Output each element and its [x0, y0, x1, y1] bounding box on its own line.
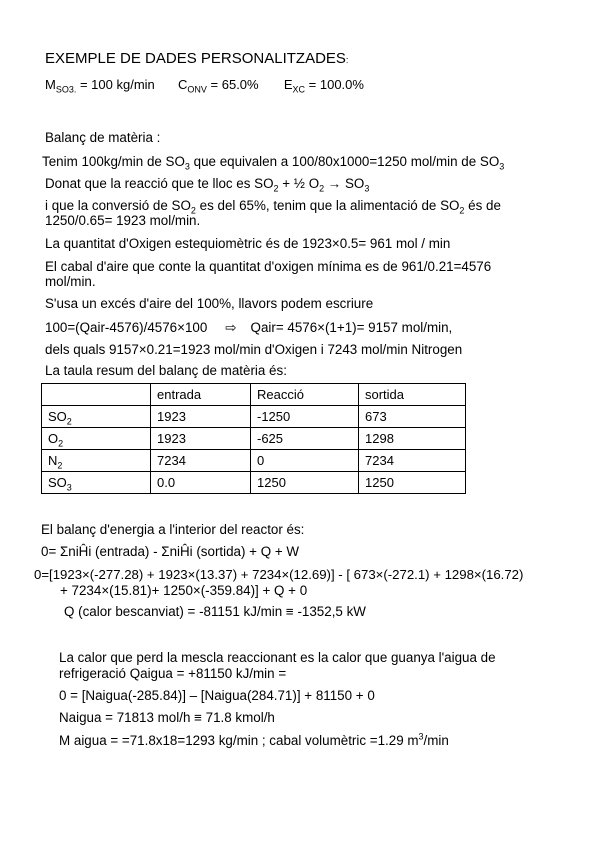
sortida-cell: 1250: [359, 472, 466, 494]
material-line-9: 100=(Qair-4576)/4576×100 ⇨ Qair= 4576×(1+1)= 9157 mol/min,: [45, 320, 453, 335]
energy-line-4: Q (calor bescanviat) = -81151 kJ/min ≡ -1352,5 kW: [64, 604, 366, 619]
table-row: [42, 428, 466, 450]
material-heading: Balanç de matèria :: [45, 130, 161, 145]
species-cell: $N_2$: [42, 450, 151, 472]
species-cell: $SO_2$: [42, 406, 151, 428]
energy-line-1: 0= ΣniĤi (entrada) - ΣniĤi (sortida) + Q + W: [41, 544, 300, 559]
material-line-10: dels quals 9157×0.21=1923 mol/min d'Oxigen i 7243 mol/min Nitrogen: [45, 342, 463, 357]
entrada-cell: 1923: [151, 428, 251, 450]
balance-table: [41, 383, 466, 494]
sortida-cell: 1298: [359, 428, 466, 450]
sortida-cell: 673: [359, 406, 466, 428]
reaccio-cell: -1250: [251, 406, 359, 428]
page-title: EXEMPLE DE DADES PERSONALITZADES:: [45, 50, 349, 67]
material-line-5: La quantitat d'Oxigen estequiomètric és de 1923×0.5= 961 mol / min: [45, 236, 451, 251]
entrada-cell: 7234: [151, 450, 251, 472]
material-line-6: El cabal d'aire que conte la quantitat d'oxigen mínima es de 961/0.21=4576: [45, 259, 492, 274]
table-header-row: [42, 384, 466, 406]
reaccio-cell: 0: [251, 450, 359, 472]
material-line-8: S'usa un excés d'aire del 100%, llavors podem escriure: [45, 296, 374, 311]
arrow-right-icon: →: [324, 176, 345, 191]
material-line-4: 1250/0.65= 1923 mol/min.: [45, 213, 201, 228]
table-header-cell: Reacció: [251, 384, 359, 406]
reaccio-cell: 1250: [251, 472, 359, 494]
cooling-line-3: 0 = [Naigua(-285.84)] – [Naigua(284.71)] + 81150 + 0: [59, 688, 375, 703]
params-line: $M_{SO3.} = 100$ kg/min $C_{ONV} = 65.0\%$ $E_{XC} = 100.0\%$: [45, 77, 364, 95]
material-line-2: Donat que la reacció que te lloc es $SO_2$ + ½ $O_2 \to SO_3$: [45, 176, 370, 194]
entrada-cell: 1923: [151, 406, 251, 428]
energy-line-3: + 7234×(15.81)+ 1250×(-359.84)] + Q + 0: [60, 583, 308, 598]
table-caption: La taula resum del balanç de matèria és:: [45, 363, 287, 378]
table-row: [42, 472, 466, 494]
energy-heading: El balanç d'energia a l'interior del reactor és:: [41, 522, 305, 537]
species-cell: $O_2$: [42, 428, 151, 450]
table-header-cell: sortida: [359, 384, 466, 406]
table-header-cell: [42, 384, 151, 406]
cooling-line-5: M aigua = =71.8x18=1293 kg/min ; cabal volumètric =1.29 $m^3/\min$: [59, 731, 449, 748]
hollow-arrow-right-icon: ⇨: [225, 320, 237, 335]
sortida-cell: 7234: [359, 450, 466, 472]
material-line-1: Tenim 100kg/min de $SO_3$ que equivalen a 100/80x1000=1250 mol/min de $SO_3$: [42, 154, 505, 172]
material-line-7: mol/min.: [45, 274, 96, 289]
reaccio-cell: -625: [251, 428, 359, 450]
entrada-cell: 0.0: [151, 472, 251, 494]
material-line-3: i que la conversió de $SO_2$ es del 65%, tenim que la alimentació de $SO_2$ és de: [45, 198, 501, 216]
energy-line-2: 0=[1923×(-277.28) + 1923×(13.37) + 7234×(12.69)] - [ 673×(-272.1) + 1298×(16.72): [34, 567, 524, 582]
table-row: [42, 406, 466, 428]
table-header-cell: entrada: [151, 384, 251, 406]
species-cell: $SO_3$: [42, 472, 151, 494]
cooling-line-1: La calor que perd la mescla reaccionant es la calor que guanya l'aigua de: [59, 650, 496, 665]
table-row: [42, 450, 466, 472]
cooling-line-2: refrigeració Qaigua = +81150 kJ/min =: [59, 666, 287, 681]
cooling-line-4: Naigua = 71813 mol/h ≡ 71.8 kmol/h: [59, 710, 275, 725]
